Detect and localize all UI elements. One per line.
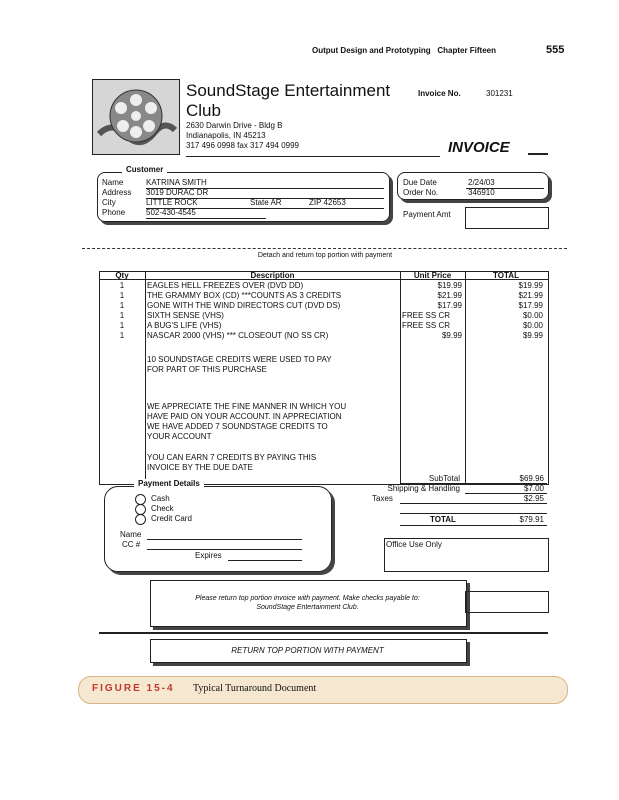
credit-card-radio[interactable]: [135, 514, 146, 525]
table-row: 1 A BUG'S LIFE (VHS) FREE SS CR $0.00: [119, 321, 543, 330]
customer-city: LITTLE ROCK: [146, 198, 198, 207]
chapter-label: Chapter Fifteen: [437, 46, 496, 55]
company-name: SoundStage Entertainment Club: [186, 81, 391, 120]
customer-heading: Customer: [122, 165, 167, 174]
shipping-label: Shipping & Handling: [387, 484, 460, 493]
credit-card-label: Credit Card: [151, 514, 192, 523]
customer-phone-line: [146, 218, 266, 219]
due-date: 2/24/03: [468, 178, 495, 187]
company-address: 2630 Darwin Drive - Bldg B Indianapolis, IN 45213 317 496 0998 fax 317 494 0999: [186, 121, 299, 150]
separator-rule: [99, 632, 548, 634]
customer-phone: 502-430-4545: [146, 208, 196, 217]
taxes-rule: [400, 503, 547, 504]
customer-box: [97, 172, 390, 222]
total-label: TOTAL: [430, 515, 456, 524]
taxes-value: $2.95: [523, 494, 544, 503]
cc-field[interactable]: [147, 549, 302, 550]
customer-address: 3019 DURAC DR: [146, 188, 209, 197]
detach-text: Detach and return top portion with payment: [257, 252, 393, 259]
name-label: Name: [120, 530, 142, 539]
cc-label: CC #: [122, 540, 141, 549]
total-rule: [400, 525, 547, 526]
payment-amt-field[interactable]: [465, 207, 549, 229]
expires-label: Expires: [195, 551, 222, 560]
film-reel-icon: [93, 80, 179, 154]
customer-labels: Name Address City Phone: [102, 178, 132, 217]
table-row: 1 NASCAR 2000 (VHS) *** CLOSEOUT (NO SS CR) $9.99 $9.99: [119, 331, 543, 340]
payment-amt-label: Payment Amt: [403, 210, 451, 219]
table-row: 1 EAGLES HELL FREEZES OVER (DVD DD) $19.99 $19.99: [119, 281, 543, 290]
note-earn-credits: YOU CAN EARN 7 CREDITS BY PAYING THIS INVOICE BY THE DUE DATE: [147, 453, 317, 472]
table-row: 1 SIXTH SENSE (VHS) FREE SS CR $0.00: [119, 311, 543, 320]
note-credits-used: 10 SOUNDSTAGE CREDITS WERE USED TO PAY FOR PART OF THIS PURCHASE: [147, 355, 332, 374]
subtotal-label: SubTotal: [428, 474, 460, 483]
col-header-unit-price: Unit Price: [413, 271, 452, 280]
return-amount-field[interactable]: [465, 591, 549, 613]
due-date-line: [466, 188, 544, 189]
return-banner-text: RETURN TOP PORTION WITH PAYMENT: [231, 646, 384, 655]
invoice-number-label: Invoice No.: [418, 89, 461, 98]
order-labels: Due Date Order No.: [403, 178, 439, 197]
col-header-description: Description: [250, 271, 295, 280]
pre-total-rule: [400, 513, 547, 514]
header-rule: [186, 156, 440, 157]
customer-name: KATRINA SMITH: [146, 178, 207, 187]
company-logo: [92, 79, 180, 155]
page-number: 555: [546, 44, 565, 56]
customer-zip: ZIP 42653: [309, 198, 346, 207]
order-number: 346910: [468, 188, 495, 197]
office-use-label: Office Use Only: [386, 540, 442, 549]
figure-label: FIGURE 15-4: [92, 683, 175, 694]
table-rows: [99, 281, 547, 341]
expires-field[interactable]: [228, 560, 302, 561]
figure-caption: Typical Turnaround Document: [193, 683, 317, 694]
table-row: 1 THE GRAMMY BOX (CD) ***COUNTS AS 3 CREDITS $21.99 $21.99: [119, 291, 543, 300]
detach-line: [82, 248, 567, 249]
customer-state: State AR: [250, 198, 282, 207]
col-header-qty: Qty: [115, 271, 129, 280]
taxes-label: Taxes: [372, 494, 393, 503]
name-field[interactable]: [147, 539, 302, 540]
shipping-value: $7.00: [523, 484, 544, 493]
payment-details-heading: Payment Details: [134, 479, 204, 488]
check-label: Check: [151, 504, 174, 513]
subtotal-value: $69.96: [519, 474, 544, 483]
page-section-title: Output Design and Prototyping Chapter Fifteen: [312, 46, 496, 55]
total-value: $79.91: [519, 515, 544, 524]
note-appreciation: WE APPRECIATE THE FINE MANNER IN WHICH YOU HAVE PAID ON YOUR ACCOUNT. IN APPRECIATION WE HAVE ADDED 7 SOUNDSTAGE CREDITS TO YOUR ACCOUNT: [147, 402, 347, 441]
title-rule: [528, 153, 548, 155]
table-row: 1 GONE WITH THE WIND DIRECTORS CUT (DVD DS) $17.99 $17.99: [119, 301, 543, 310]
col-header-total: TOTAL: [493, 271, 519, 280]
invoice-title: INVOICE: [448, 139, 510, 156]
return-note-text: Please return top portion invoice with payment. Make checks payable to: SoundStage Entertainment Club.: [195, 595, 420, 611]
invoice-number: 301231: [486, 89, 513, 98]
cash-label: Cash: [151, 494, 170, 503]
